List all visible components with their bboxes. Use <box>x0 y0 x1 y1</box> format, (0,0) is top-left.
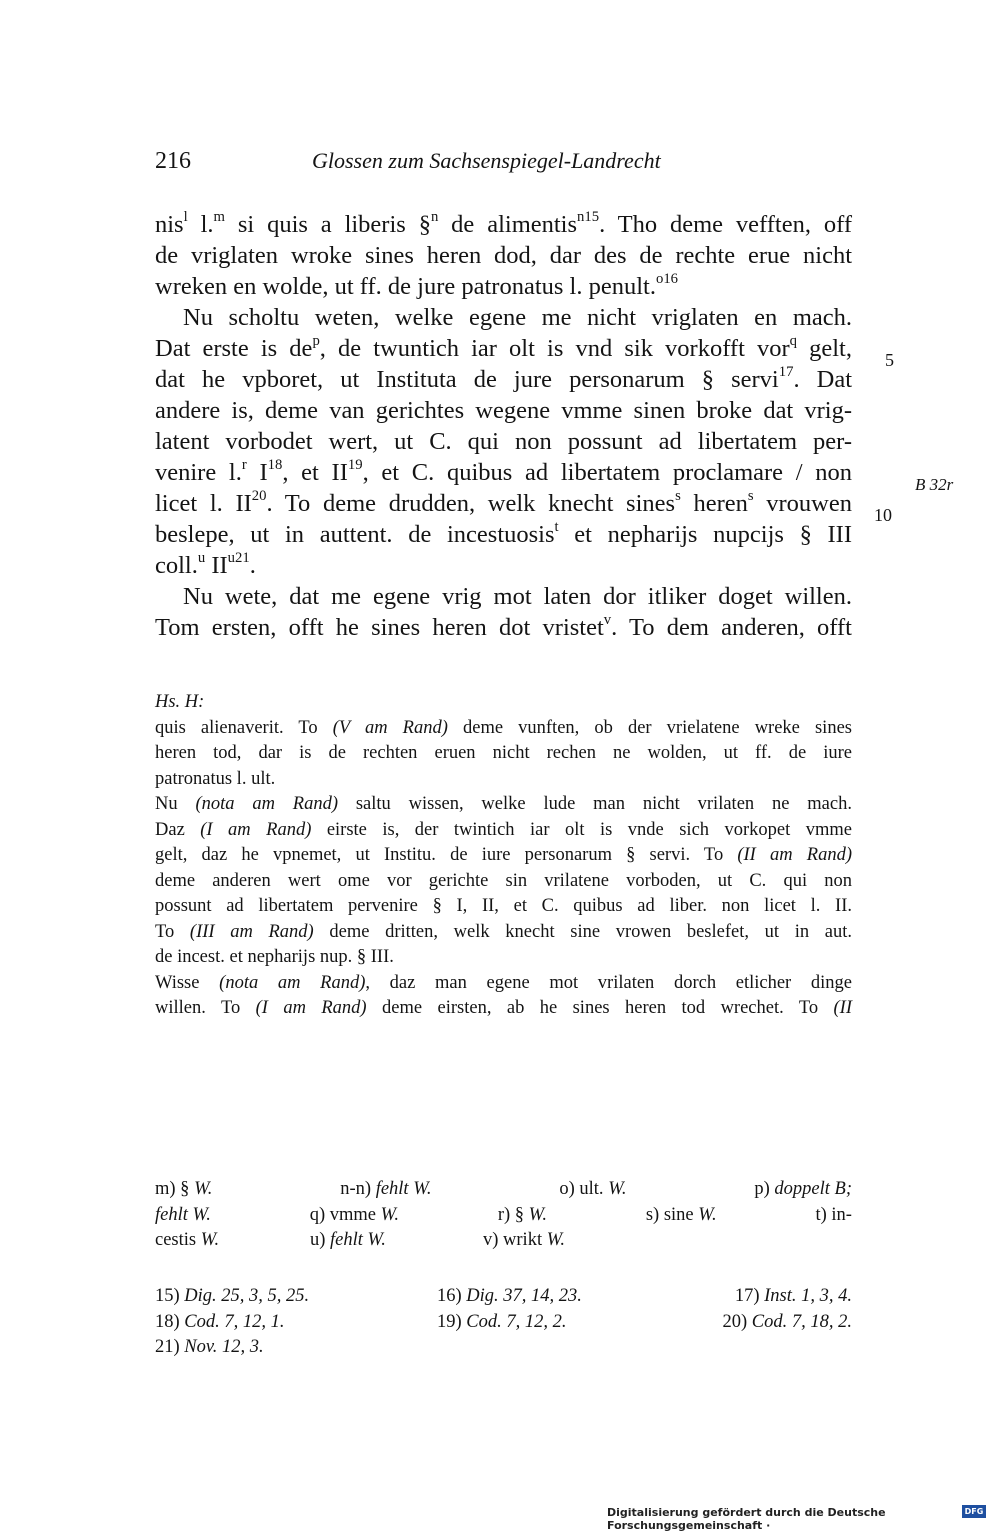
apparatus-row-2 <box>155 1203 852 1229</box>
main-line-8: latent vorbodet wert, ut C. qui non possunt ad libertatem per- <box>155 428 852 455</box>
note-20: 20) Cod. 7, 18, 2. <box>722 1311 852 1332</box>
main-line-11: beslepe, ut in auttent. de incestuosis$^t$ et nepharijs nupcijs § III <box>155 518 852 548</box>
apparatus-entry-n: n-n) fehlt W. <box>340 1179 432 1199</box>
main-line-13: Nu wete, dat me egene vrig mot laten dor itliker doget willen. <box>183 583 852 610</box>
apparatus-entry-s: s) sine W. <box>645 1204 717 1225</box>
source-notes <box>155 1284 852 1361</box>
notes-row-3 <box>155 1335 852 1361</box>
apparatus-row-3 <box>155 1228 852 1254</box>
main-line-6: dat he vpboret, ut Instituta de jure personarum § servi$^{17}$. Dat <box>155 363 853 393</box>
variant-apparatus <box>155 1177 852 1254</box>
hs-line-9: To (III am Rand) deme dritten, welk knecht sine vrowen beslefet, ut in aut. <box>155 921 852 942</box>
apparatus-entry-t: t) in- <box>815 1204 852 1225</box>
note-19: 19) Cod. 7, 12, 2. <box>437 1311 567 1332</box>
note-21: 21) Nov. 12, 3. <box>155 1337 264 1357</box>
main-line-4: Nu scholtu weten, welke egene me nicht vriglaten en mach. <box>183 304 852 331</box>
hs-line-12: willen. To (I am Rand) deme eirsten, ab he sines heren tod wrechet. To (II <box>155 998 852 1018</box>
main-line-1: nis$^l$ l.$^m$ si quis a liberis §$^n$ de alimentis$^{n15}$. Tho deme vefften, off <box>155 208 853 238</box>
main-line-7: andere is, deme van gerichtes wegene vmme sinen broke dat vrig- <box>155 397 852 424</box>
hs-line-3: patronatus l. ult. <box>155 768 276 789</box>
note-17: 17) Inst. 1, 3, 4. <box>734 1286 852 1306</box>
apparatus-entry-u: u) fehlt W. <box>310 1230 386 1250</box>
hs-line-5: Daz (I am Rand) eirste is, der twintich iar olt is vnde sich vorkopet vmme <box>155 819 852 840</box>
hs-h-block <box>155 690 852 1022</box>
apparatus-entry-v: v) wrikt W. <box>483 1230 566 1250</box>
note-18: 18) Cod. 7, 12, 1. <box>155 1311 285 1332</box>
apparatus-entry-p-cont: fehlt W. <box>155 1204 211 1225</box>
apparatus-entry-t-cont: cestis W. <box>155 1230 220 1250</box>
line-number-5: 5 <box>885 350 894 370</box>
apparatus-entry-m: m) § W. <box>155 1179 213 1199</box>
hs-line-8: possunt ad libertatem pervenire § I, II, et C. quibus ad liber. non licet l. II. <box>155 896 852 916</box>
apparatus-row-1 <box>155 1177 852 1203</box>
main-line-5: Dat erste is $de^p$, de twuntich iar olt is vnd sik vorkofft vor$^q$ gelt, <box>155 332 852 362</box>
apparatus-entry-r: r) § W. <box>497 1204 547 1225</box>
main-line-14: Tom ersten, offt he sines heren dot vristet$^v$. To dem anderen, offt <box>155 611 852 641</box>
main-line-10: licet l. II$^{20}$. To deme drudden, welk knecht sines$^s$ heren$^s$ vrouwen <box>155 487 852 517</box>
hs-line-7: deme anderen wert ome vor gerichte sin vrilatene vorboden, ut C. qui non <box>155 870 852 891</box>
main-line-12: coll.$^u$ $II^{u21}$. <box>155 549 256 579</box>
apparatus-entry-p: p) doppelt B; <box>754 1179 852 1199</box>
hs-line-11: Wisse (nota am Rand), daz man egene mot vrilaten dorch etlicher dinge <box>155 972 852 993</box>
main-line-3: wreken en wolde, ut ff. de jure patronatus l. penult.$^{o16}$ <box>155 270 679 300</box>
line-number-10: 10 <box>874 505 892 525</box>
margin-folio-note: B 32r <box>915 475 954 494</box>
note-15: 15) Dig. 25, 3, 5, 25. <box>155 1286 310 1306</box>
hs-line-6: gelt, daz he vpnemet, ut Institu. de iure personarum § servi. To (II am Rand) <box>155 845 852 865</box>
hs-line-1: quis alienaverit. To (V am Rand) deme vunften, ob der vrielatene wreke sines <box>155 717 852 738</box>
dfg-logo: DFG <box>962 1505 986 1518</box>
hs-line-2: heren tod, dar is de rechten eruen nicht rechen ne wolden, ut ff. de iure <box>155 743 852 763</box>
running-title: Glossen zum Sachsenspiegel-Landrecht <box>312 148 661 173</box>
main-text <box>155 209 852 643</box>
main-line-9: venire l.$^r$ $I^{18}$, et II$^{19}$, et C. quibus ad libertatem proclamare / non <box>155 456 852 486</box>
notes-row-1 <box>155 1284 852 1310</box>
note-16: 16) Dig. 37, 14, 23. <box>437 1286 582 1306</box>
apparatus-entry-o: o) ult. W. <box>559 1179 627 1199</box>
apparatus-entry-q: q) vmme W. <box>309 1204 399 1225</box>
hs-line-4: Nu (nota am Rand) saltu wissen, welke lude man nicht vrilaten ne mach. <box>155 794 852 814</box>
notes-row-2 <box>155 1310 852 1336</box>
page-number: 216 <box>155 148 191 174</box>
main-line-2: de vriglaten wroke sines heren dod, dar des de rechte erue nicht <box>155 242 852 269</box>
hs-line-10: de incest. et nepharijs nup. § III. <box>155 947 394 967</box>
funding-credit: Digitalisierung gefördert durch die Deutsche Forschungsgemeinschaft · <box>607 1506 886 1532</box>
hs-label: Hs. H: <box>155 692 205 712</box>
